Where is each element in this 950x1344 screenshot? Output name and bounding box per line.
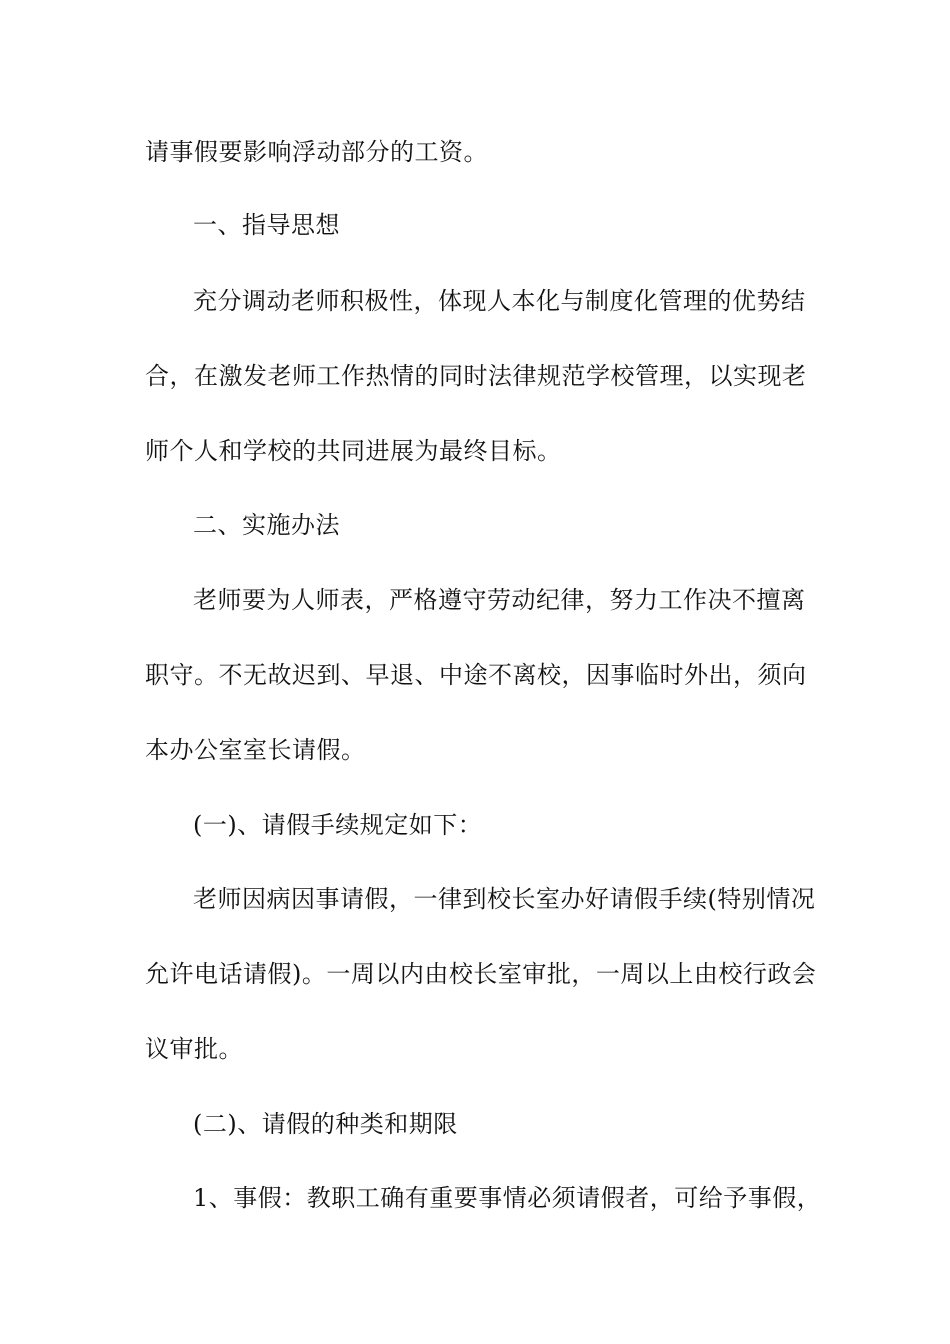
section-heading: 一、指导思想 — [193, 211, 340, 239]
paragraph-line: 老师因病因事请假，一律到校长室办好请假手续(特别情况 — [193, 885, 816, 913]
paragraph-line: 本办公室室长请假。 — [145, 736, 366, 764]
paragraph-line: 允许电话请假)。一周以内由校长室审批，一周以上由校行政会 — [145, 960, 817, 988]
paragraph-line: 职守。不无故迟到、早退、中途不离校，因事临时外出，须向 — [145, 661, 807, 689]
subsection-heading: (二)、请假的种类和期限 — [193, 1110, 458, 1138]
paragraph-line: 老师要为人师表，严格遵守劳动纪律，努力工作决不擅离 — [193, 586, 806, 614]
paragraph-line: 议审批。 — [145, 1035, 243, 1063]
paragraph-line: 1、事假：教职工确有重要事情必须请假者，可给予事假， — [193, 1184, 822, 1212]
paragraph-line: 充分调动老师积极性，体现人本化与制度化管理的优势结 — [193, 287, 806, 315]
paragraph-line: 师个人和学校的共同进展为最终目标。 — [145, 437, 562, 465]
section-heading: 二、实施办法 — [193, 511, 340, 539]
paragraph-line: 请事假要影响浮动部分的工资。 — [145, 138, 488, 166]
subsection-heading: (一)、请假手续规定如下： — [193, 811, 483, 839]
paragraph-line: 合，在激发老师工作热情的同时法律规范学校管理，以实现老 — [145, 362, 807, 390]
